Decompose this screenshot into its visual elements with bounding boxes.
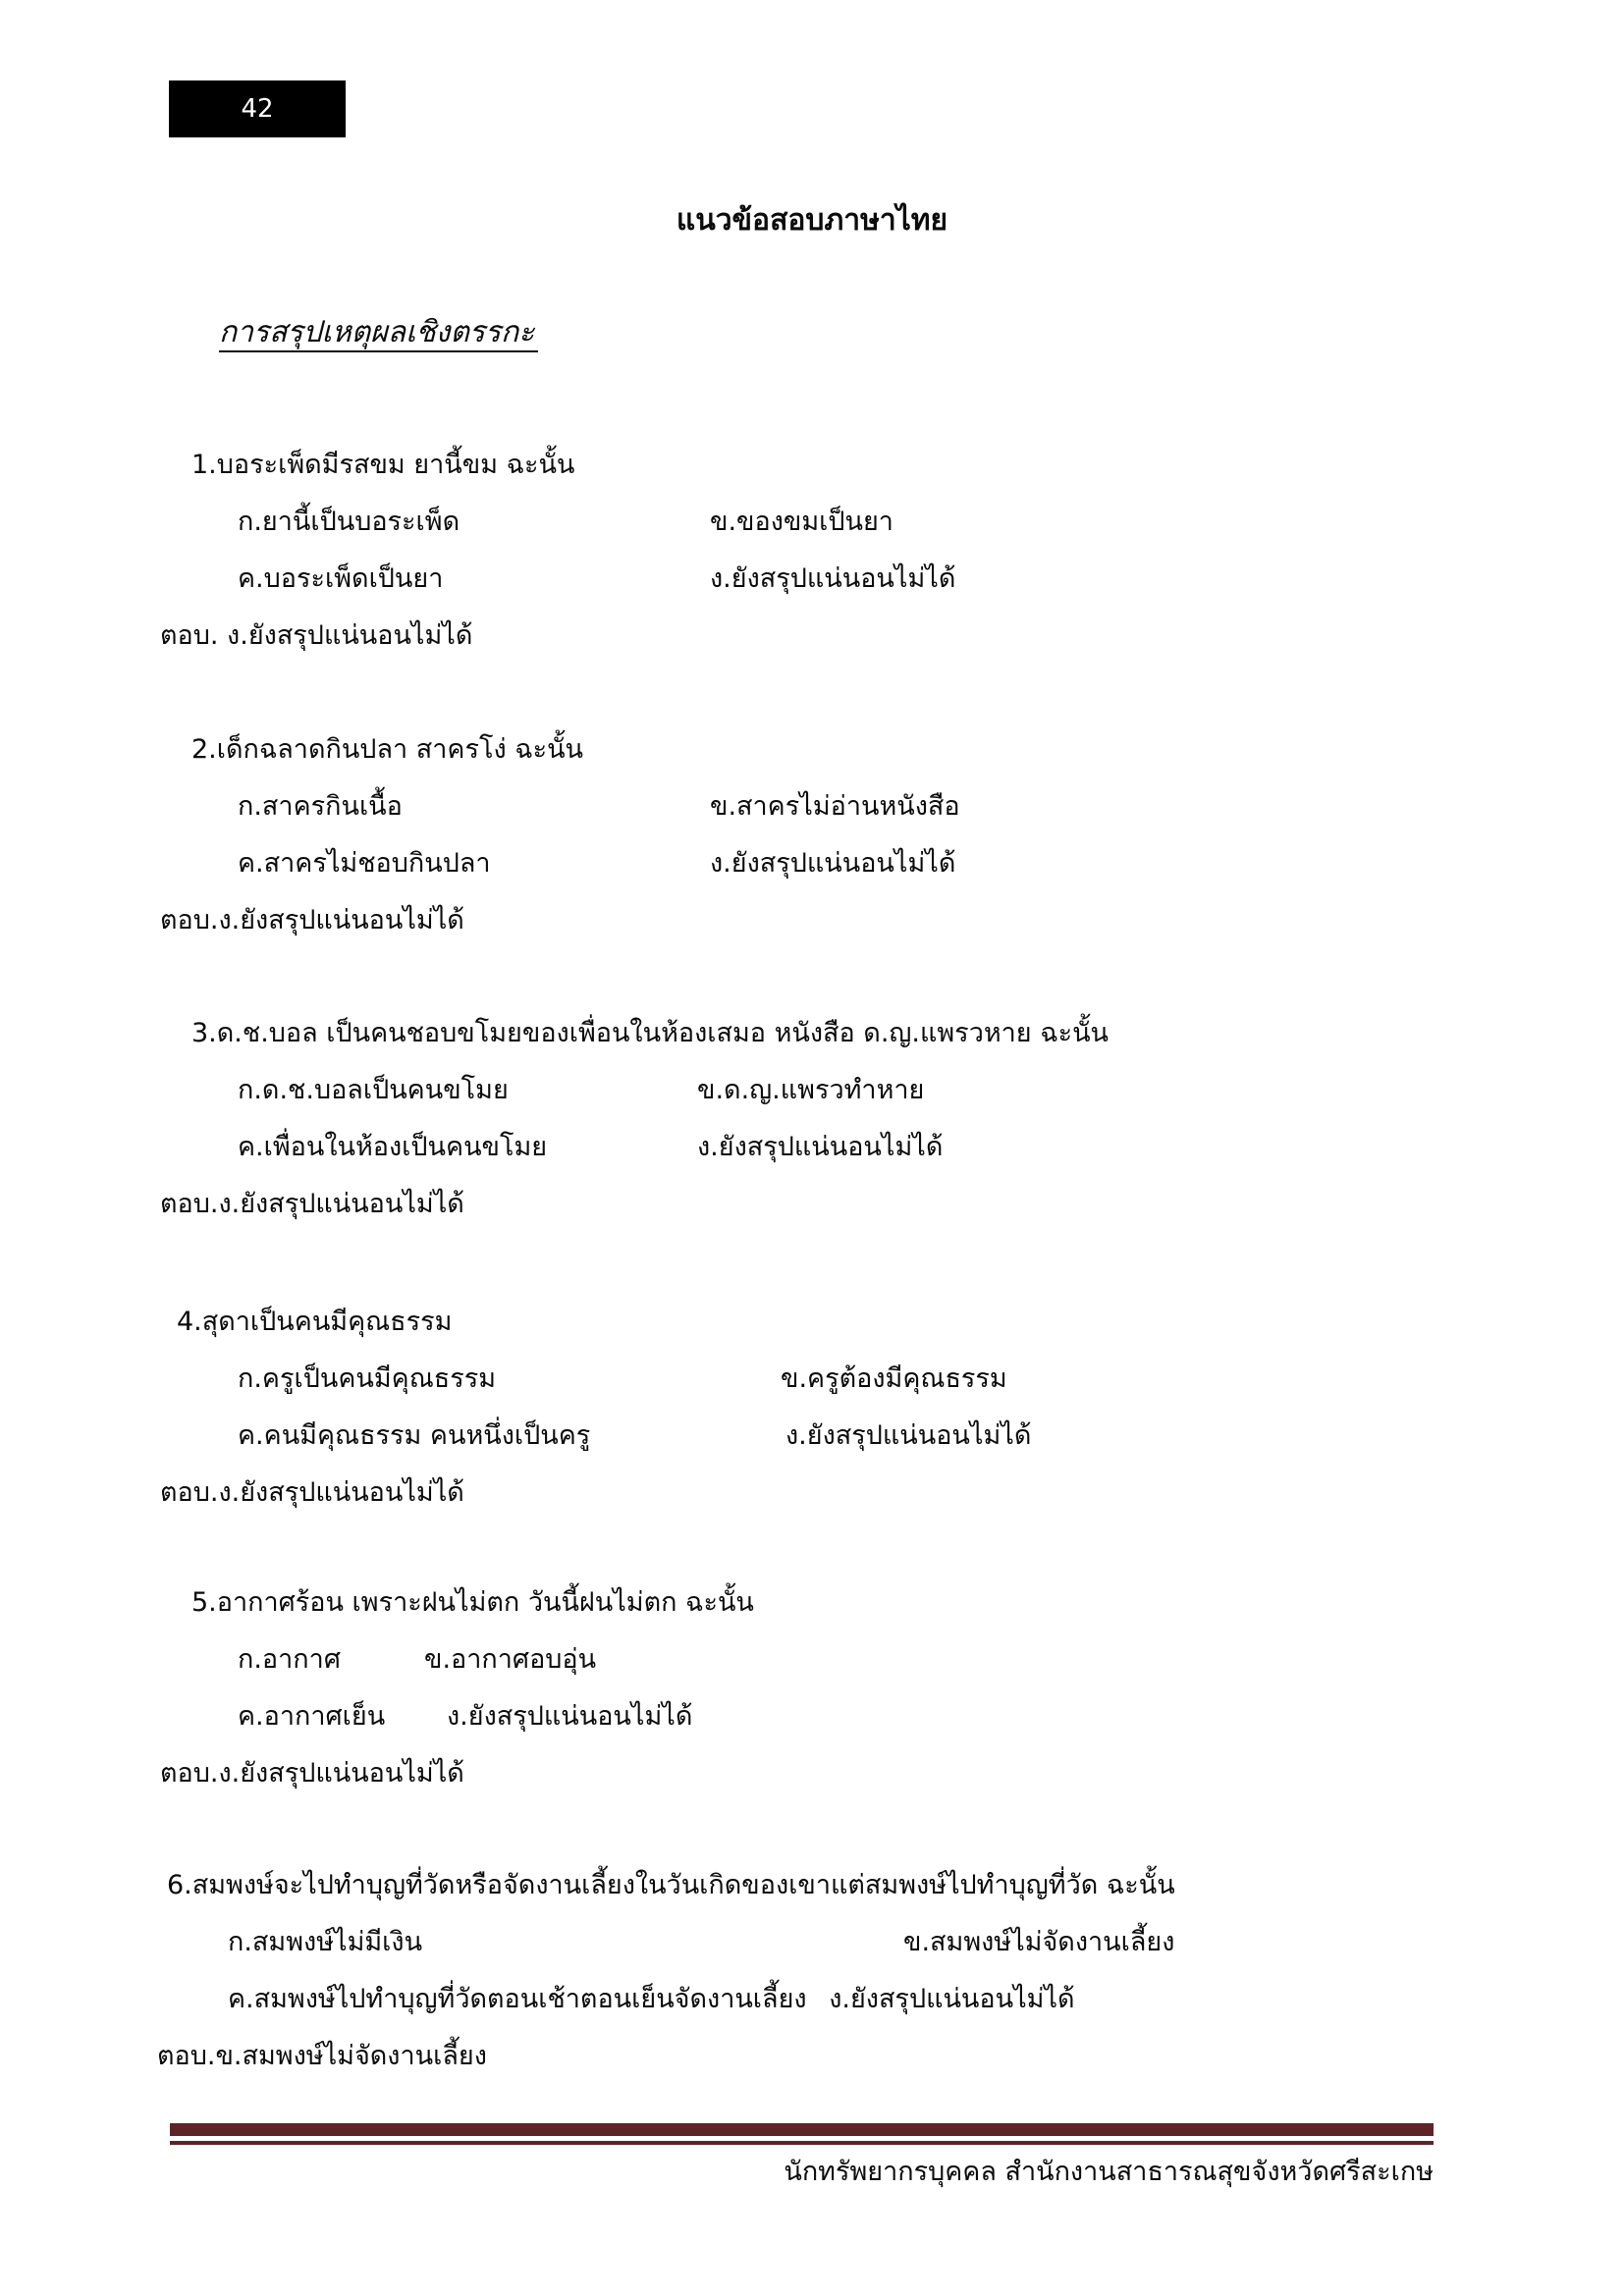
option-d: ง.ยังสรุปแน่นอนไม่ได้ (697, 1132, 944, 1162)
option-b: ข.ด.ญ.แพรวทำหาย (697, 1075, 925, 1105)
option-a: ก.สมพงษ์ไม่มีเงิน (228, 1927, 423, 1957)
section-heading-text: การสรุปเหตุผลเชิงตรรกะ (219, 315, 538, 352)
page-title: แนวข้อสอบภาษาไทย (676, 203, 948, 238)
option-a: ก.ครูเป็นคนมีคุณธรรม (238, 1363, 497, 1394)
option-a: ก.ยานี้เป็นบอระเพ็ด (238, 507, 460, 537)
page-number: 42 (241, 94, 274, 124)
footer-rule-thick (170, 2123, 1434, 2136)
option-d: ง.ยังสรุปแน่นอนไม่ได้ (785, 1420, 1032, 1451)
answer-line: ตอบ.ง.ยังสรุปแน่นอนไม่ได้ (160, 1189, 464, 1219)
question-4 (0, 1292, 1624, 1520)
option-c: ค.อากาศเย็น (238, 1701, 386, 1732)
answer-line: ตอบ. ง.ยังสรุปแน่นอนไม่ได้ (160, 620, 473, 651)
question-stem: 6.สมพงษ์จะไปทำบุญที่วัดหรือจัดงานเลี้ยงในวันเกิดของเขาแต่สมพงษ์ไปทำบุญที่วัด ฉะนั้น (167, 1870, 1175, 1900)
question-stem: 3.ด.ช.บอล เป็นคนชอบขโมยของเพื่อนในห้องเสมอ หนังสือ ด.ญ.แพรวหาย ฉะนั้น (191, 1018, 1110, 1048)
option-d: ง.ยังสรุปแน่นอนไม่ได้ (447, 1701, 693, 1732)
question-stem: 5.อากาศร้อน เพราะฝนไม่ตก วันนี้ฝนไม่ตก ฉะนั้น (191, 1587, 754, 1618)
answer-line: ตอบ.ง.ยังสรุปแน่นอนไม่ได้ (160, 1758, 464, 1789)
option-a: ก.ด.ช.บอลเป็นคนขโมย (238, 1075, 509, 1105)
question-stem: 2.เด็กฉลาดกินปลา สาครโง่ ฉะนั้น (191, 734, 584, 765)
footer-rule-thin (170, 2141, 1434, 2145)
option-c: ค.สาครไม่ชอบกินปลา (238, 848, 491, 879)
option-b: ข.ครูต้องมีคุณธรรม (781, 1363, 1007, 1394)
option-d: ง.ยังสรุปแน่นอนไม่ได้ (710, 563, 956, 594)
footer-text: นักทรัพยากรบุคคล สำนักงานสาธารณสุขจังหวัดศรีสะเกษ (784, 2157, 1434, 2187)
question-stem: 4.สุดาเป็นคนมีคุณธรรม (177, 1307, 453, 1337)
option-a: ก.อากาศ (238, 1644, 341, 1675)
section-heading (219, 312, 538, 353)
answer-line: ตอบ.ง.ยังสรุปแน่นอนไม่ได้ (160, 1477, 464, 1508)
question-stem: 1.บอระเพ็ดมีรสขม ยานี้ขม ฉะนั้น (191, 450, 575, 480)
answer-line: ตอบ.ข.สมพงษ์ไม่จัดงานเลี้ยง (157, 2041, 487, 2071)
option-b: ข.สาครไม่อ่านหนังสือ (710, 791, 960, 822)
option-c: ค.เพื่อนในห้องเป็นคนขโมย (238, 1132, 548, 1162)
option-c: ค.บอระเพ็ดเป็นยา (238, 563, 444, 594)
answer-line: ตอบ.ง.ยังสรุปแน่นอนไม่ได้ (160, 905, 464, 935)
option-b: ข.ของขมเป็นยา (710, 507, 893, 537)
question-2 (0, 720, 1624, 947)
option-b: ข.สมพงษ์ไม่จัดงานเลี้ยง (903, 1927, 1175, 1957)
option-a: ก.สาครกินเนื้อ (238, 791, 403, 822)
question-6 (0, 1855, 1624, 2083)
option-c: ค.คนมีคุณธรรม คนหนึ่งเป็นครู (238, 1420, 591, 1451)
option-d: ง.ยังสรุปแน่นอนไม่ได้ (829, 1984, 1075, 2014)
option-b: ข.อากาศอบอุ่น (424, 1644, 597, 1675)
question-5 (0, 1573, 1624, 1800)
question-3 (0, 1003, 1624, 1231)
question-1 (0, 435, 1624, 663)
option-c: ค.สมพงษ์ไปทำบุญที่วัดตอนเช้าตอนเย็นจัดงานเลี้ยง (228, 1984, 807, 2014)
page-number-box (169, 80, 346, 137)
option-d: ง.ยังสรุปแน่นอนไม่ได้ (710, 848, 956, 879)
